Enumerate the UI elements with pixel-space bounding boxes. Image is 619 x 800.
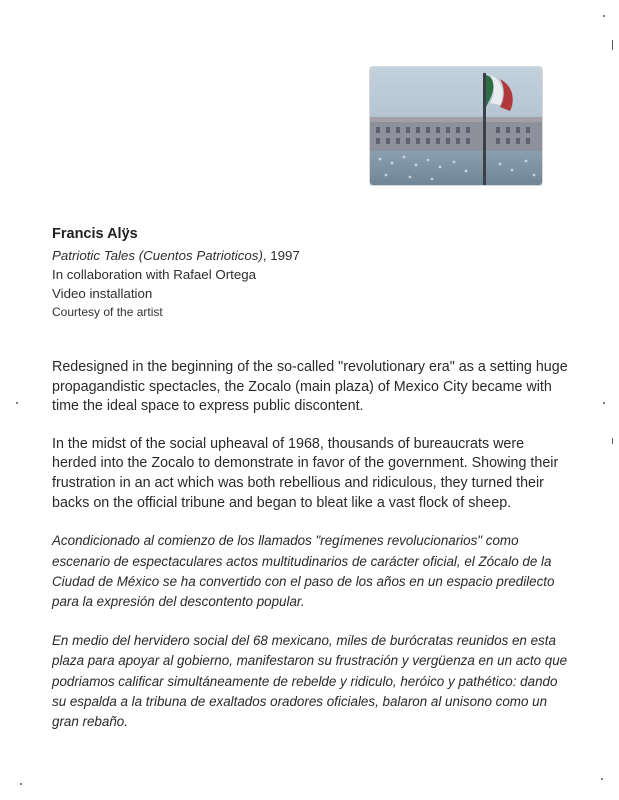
artwork-year: , 1997: [262, 248, 300, 263]
artwork-title: Patriotic Tales (Cuentos Patrioticos): [52, 248, 263, 263]
credit-line: Courtesy of the artist: [52, 305, 163, 319]
artist-name: Francis Alÿs: [52, 226, 138, 242]
zocalo-photo: [370, 67, 542, 185]
english-paragraph-2: In the midst of the social upheaval of 1968, thousands of bureaucrats were herded into the Zocalo to demonstrate in favor of the government. Showing their frustration in an act which was both rebellious and ridiculous, they turned their backs on the official tribune and began to bleat like a vast flock of sheep.: [52, 435, 559, 511]
wall-text: [52, 358, 572, 751]
artwork-caption: [52, 226, 412, 321]
collaboration-line: In collaboration with Rafael Ortega: [52, 267, 256, 282]
scan-speck: [20, 783, 22, 785]
scan-speck: [612, 40, 613, 50]
english-paragraph-1: Redesigned in the beginning of the so-called "revolutionary era" as a setting huge propagandistic spectacles, the Zocalo (main plaza) of Mexico City became with time the ideal space to express public discontent.: [52, 359, 568, 415]
zocalo-photo-image: [370, 67, 542, 185]
scan-speck: [603, 15, 605, 17]
medium-line: Video installation: [52, 286, 153, 301]
spanish-paragraph-2: En medio del hervidero social del 68 mexicano, miles de burócratas reunidos en esta plaza para apoyar al gobierno, manifestaron su frustración y vergüenza en un acto que podriamos calificar simultáneamente de rebelde y ridiculo, heróico y pathético: dando su espalda a la tribuna de exaltados oradores oficiales, balaron al unisono como un gran rebaño.: [52, 632, 568, 730]
spanish-paragraph-1: Acondicionado al comienzo de los llamados "regímenes revolucionarios" como escenario de espectaculares actos multitudinarios de carácter oficial, el Zócalo de la Ciudad de México se ha convertido con el paso de los años en un espacio predilecto para la expresión del descontento popular.: [52, 533, 555, 610]
scan-speck: [16, 402, 18, 404]
scan-speck: [601, 778, 603, 780]
scan-speck: [612, 438, 613, 444]
scan-speck: [603, 402, 605, 404]
artwork-title-line: [52, 246, 412, 265]
